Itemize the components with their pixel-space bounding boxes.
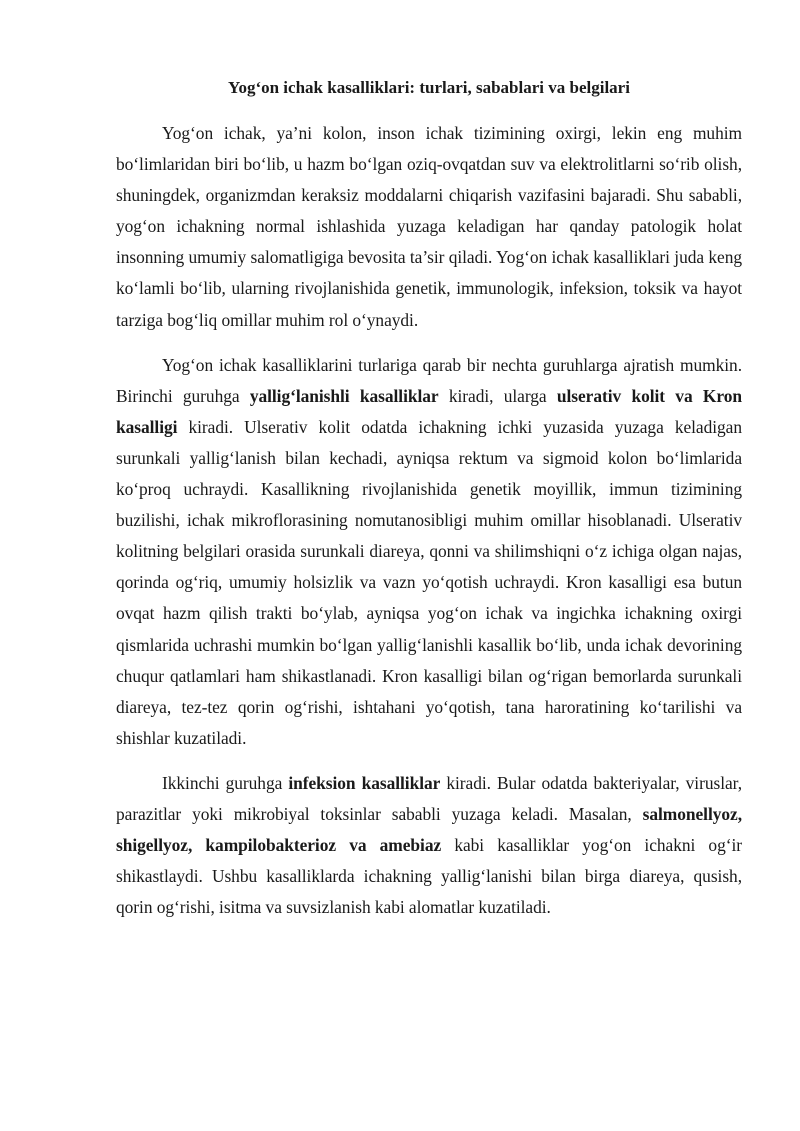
text-run: kiradi, ularga [438, 385, 557, 406]
document-title: Yog‘on ichak kasalliklari: turlari, sabablari va belgilari [228, 78, 630, 97]
paragraph-inflammatory [116, 350, 742, 754]
text-run: kiradi. Bular odatda bakteriyalar, viruslar, parazitlar yoki mikrobiyal toksinlar sababli yuzaga keladi. Masalan, [116, 772, 742, 824]
paragraph-infectious [116, 768, 742, 923]
text-run: kabi kasalliklar yog‘on ichakni og‘ir shikastlaydi. Ushbu kasalliklarda ichakning yallig‘lanishi bilan birga diareya, qusish, qorin og‘rishi, isitma va suvsizlanish kabi alomatlar kuzatiladi. [116, 835, 742, 918]
text-run: kiradi. Ulserativ kolit odatda ichakning ichki yuzasida yuzaga keladigan surunkali yallig‘lanish bilan kechadi, ayniqsa rektum va sigmoid kolon bo‘limlarida ko‘proq uchraydi. Kasallikning rivojlanishida genetik moyillik, immun tizimining buzilishi, ichak mikroflorasining nomutanosibligi muhim omillar hisoblanadi. Ulserativ kolitning belgilari orasida surunkali diareya, qonni va shilimshiqni o‘z ichiga olgan najas, qorinda og‘riq, umumiy holsizlik va vazn yo‘qotish uchraydi. Kron kasalligi esa butun ovqat hazm qilish trakti bo‘ylab, ayniqsa yog‘on ichak va ingichka ichakning oxirgi qismlarida uchrashi mumkin bo‘lgan yallig‘lanishli kasallik bo‘lib, unda ichak devorining chuqur qatlamlari ham shikastlanadi. Kron kasalligi bilan og‘rigan bemorlarda surunkali diareya, tez-tez qorin og‘rishi, ishtahani yo‘qotish, tana haroratining ko‘tarilishi va shishlar kuzatiladi. [116, 416, 742, 748]
text-run: Yog‘on ichak kasalliklarini turlariga qarab bir nechta guruhlarga ajratish mumkin. Birinchi guruhga [116, 354, 742, 406]
paragraph-intro-text: Yog‘on ichak, ya’ni kolon, inson ichak tizimining oxirgi, lekin eng muhim bo‘limlaridan biri bo‘lib, u hazm bo‘lgan oziq-ovqatdan suv va elektrolitlarni so‘rib olish, shuningdek, organizmdan keraksiz moddalarni chiqarish vazifasini bajaradi. Shu sababli, yog‘on ichakning normal ishlashida yuzaga keladigan har qanday patologik holat insonning umumiy salomatligiga bevosita ta’sir qiladi. Yog‘on ichak kasalliklari juda keng ko‘lamli bo‘lib, ularning rivojlanishida genetik, immunologik, infeksion, toksik va hayot tarziga bog‘liq omillar muhim rol o‘ynaydi. [116, 123, 742, 330]
text-run: Ikkinchi guruhga [162, 772, 289, 793]
bold-term: yallig‘lanishli kasalliklar [249, 385, 439, 406]
paragraph-intro [116, 118, 742, 336]
document-page [116, 70, 742, 937]
bold-term: salmonellyoz, shigellyoz, kampilobakterioz va amebiaz [116, 803, 742, 856]
bold-term: infeksion kasalliklar [288, 772, 441, 793]
bold-term: ulserativ kolit va Kron kasalligi [116, 385, 742, 437]
